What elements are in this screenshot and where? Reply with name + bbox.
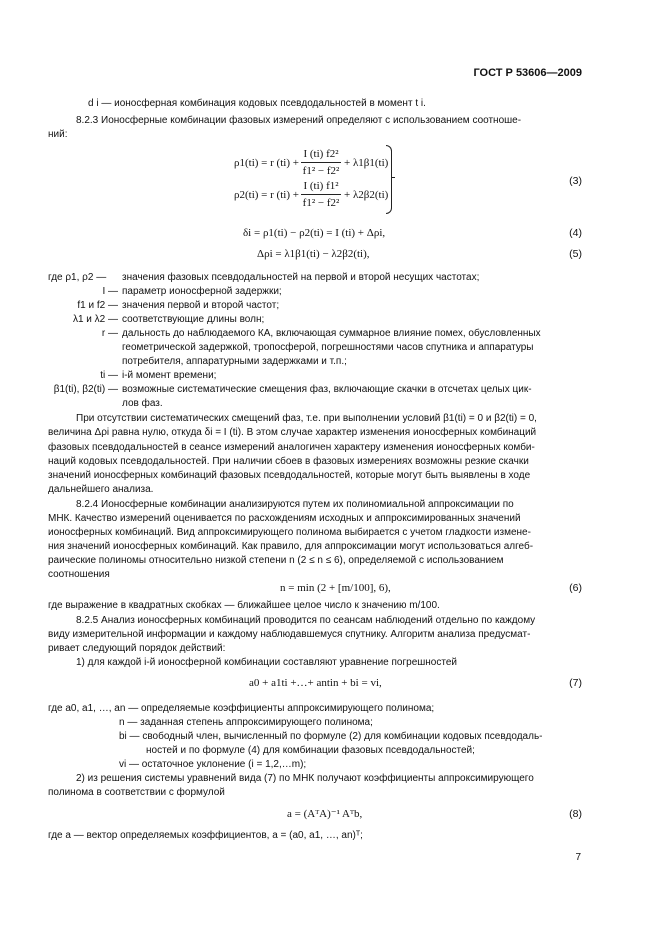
text-line: величина Δρi равна нулю, откуда δi = I (ti). В этом случае характер изменения ионосферных комбинаций: [48, 427, 537, 438]
def-text-r-cont: геометрической задержкой, тропосферой, погрешностями часов спутника и аппаратуры: [122, 342, 534, 353]
eq3a-fraction: [301, 147, 341, 178]
def-text-t: i-й момент времени;: [122, 370, 217, 381]
eq3a-numerator: I (ti) f2²: [303, 148, 339, 160]
def-term-t: ti —: [100, 370, 118, 381]
text-line: n — заданная степень аппроксимирующего полинома;: [119, 717, 373, 728]
standard-header: ГОСТ Р 53606—2009: [473, 67, 582, 79]
section-8-2-5: 8.2.5 Анализ ионосферных комбинаций проводится по сеансам наблюдений отдельно по каждому: [76, 615, 536, 626]
system-brace-tip: [391, 177, 395, 178]
system-brace: [386, 145, 392, 214]
text-line: дальнейшего анализа.: [48, 484, 154, 495]
eq3a-denominator: f1² − f2²: [302, 165, 340, 177]
text-line: фазовых псевдодальностей в сеансе измерений аналогичен характеру изменения ионосферных комби-: [48, 442, 535, 453]
text-line: ний:: [48, 129, 68, 140]
def-term-r: r —: [101, 328, 118, 339]
list-item-1: 1) для каждой i-й ионосферной комбинации составляют уравнение погрешностей: [76, 657, 457, 668]
text-line: соотношения: [48, 569, 110, 580]
text-line: где выражение в квадратных скобках — ближайшее целое число к значению m/100.: [48, 600, 440, 611]
def-text-r-cont: потребителя, аппаратурными задержками и т.п.;: [122, 356, 347, 367]
def-text-beta: возможные систематические смещения фаз, включающие скачки в отсчетах целых цик-: [122, 384, 532, 395]
text-line: bi — свободный член, вычисленный по формуле (2) для комбинации кодовых псевдодаль-: [119, 731, 543, 742]
equation-number-7: (7): [569, 677, 582, 689]
text-line: d i — ионосферная комбинация кодовых псевдодальностей в момент t i.: [88, 98, 426, 109]
list-item-2: 2) из решения системы уравнений вида (7) по МНК получают коэффициенты аппроксимирующего: [76, 773, 534, 784]
text-line: полинома в соответствии с формулой: [48, 787, 225, 798]
equation-number-4: (4): [569, 227, 582, 239]
section-8-2-4: 8.2.4 Ионосферные комбинации анализируются путем их полиномиальной аппроксимации по: [76, 499, 514, 510]
text-line: ионосферных комбинаций. Вид аппроксимирующего полинома выбирается с учетом гладкости измене-: [48, 527, 531, 538]
text-line: значений ионосферных комбинаций фазовых псевдодальностей, которые могут быть выявлены в ходе: [48, 470, 531, 481]
text-line: виду измерительной информации и каждому наблюдавшемуся спутнику. Алгоритм анализа предусмат-: [48, 629, 531, 640]
eq3b-fraction: [301, 179, 341, 210]
text-line: наций кодовых псевдодальностей. При наличии сбоев в фазовых измерениях возможны резкие скачки: [48, 456, 529, 467]
text-line: МНК. Качество измерений оценивается по расхождениям исходных и аппроксимированных значений: [48, 513, 521, 524]
page-number: 7: [575, 852, 581, 863]
equation-number-8: (8): [569, 808, 582, 820]
eq8: a = (AᵀA)⁻¹ Aᵀb,: [287, 808, 363, 820]
eq3b-lhs: ρ2(ti) = r (ti) +: [234, 189, 299, 201]
def-term-lambda: λ1 и λ2 —: [72, 314, 118, 325]
eq3b-denominator: f1² − f2²: [302, 197, 340, 209]
fraction-bar: [301, 194, 341, 195]
text-line: раические полиномы относительно низкой степени n (2 ≤ n ≤ 6), определяемой с использованием: [48, 555, 504, 566]
def-text-r: дальность до наблюдаемого КА, включающая суммарное влияние помех, обусловленных: [122, 328, 541, 339]
def-text-i: параметр ионосферной задержки;: [122, 286, 282, 297]
text-line: где a — вектор определяемых коэффициентов, a = (a0, a1, …, an)ᵀ;: [48, 830, 363, 841]
text-line: При отсутствии систематических смещений фаз, т.е. при выполнении условий β1(ti) = 0 и β2(ti) = 0,: [76, 413, 537, 424]
def-text-beta-cont: лов фаз.: [122, 398, 163, 409]
equation-number-6: (6): [569, 582, 582, 594]
eq3a-tail: + λ1β1(ti): [344, 157, 389, 169]
section-8-2-3: 8.2.3 Ионосферные комбинации фазовых измерений определяют с использованием соотноше-: [76, 115, 522, 126]
eq3b-numerator: I (ti) f1²: [303, 180, 339, 192]
def-text-f: значения первой и второй частот;: [122, 300, 280, 311]
text-line: где a0, a1, …, an — определяемые коэффициенты аппроксимирующего полинома;: [48, 703, 435, 714]
eq4: δi = ρ1(ti) − ρ2(ti) = I (ti) + Δρi,: [243, 227, 386, 239]
text-line: ностей и по формуле (4) для комбинации фазовых псевдодальностей;: [146, 745, 475, 756]
eq3a-lhs: ρ1(ti) = r (ti) +: [234, 157, 299, 169]
text-line: ния значений ионосферных комбинаций. Как правило, для аппроксимации могут использоваться алгеб-: [48, 541, 534, 552]
equation-number-3: (3): [569, 175, 582, 187]
text-line: vi — остаточное уклонение (i = 1,2,…m);: [119, 759, 307, 770]
def-text-lambda: соответствующие длины волн;: [122, 314, 265, 325]
text-line: ривает следующий порядок действий:: [48, 643, 226, 654]
equation-number-5: (5): [569, 248, 582, 260]
eq3b-tail: + λ2β2(ti): [344, 189, 389, 201]
def-term-f: f1 и f2 —: [77, 300, 118, 311]
def-text-rho: значения фазовых псевдодальностей на первой и второй несущих частотах;: [122, 272, 480, 283]
fraction-bar: [301, 162, 341, 163]
def-term-rho: где ρ1, ρ2 —: [48, 272, 107, 283]
eq7: a0 + a1ti +…+ antin + bi = vi,: [249, 677, 382, 689]
eq6: n = min (2 + [m/100], 6),: [280, 582, 391, 594]
def-term-i: I —: [102, 286, 118, 297]
eq5: Δρi = λ1β1(ti) − λ2β2(ti),: [257, 248, 370, 260]
def-term-beta: β1(ti), β2(ti) —: [53, 384, 118, 395]
